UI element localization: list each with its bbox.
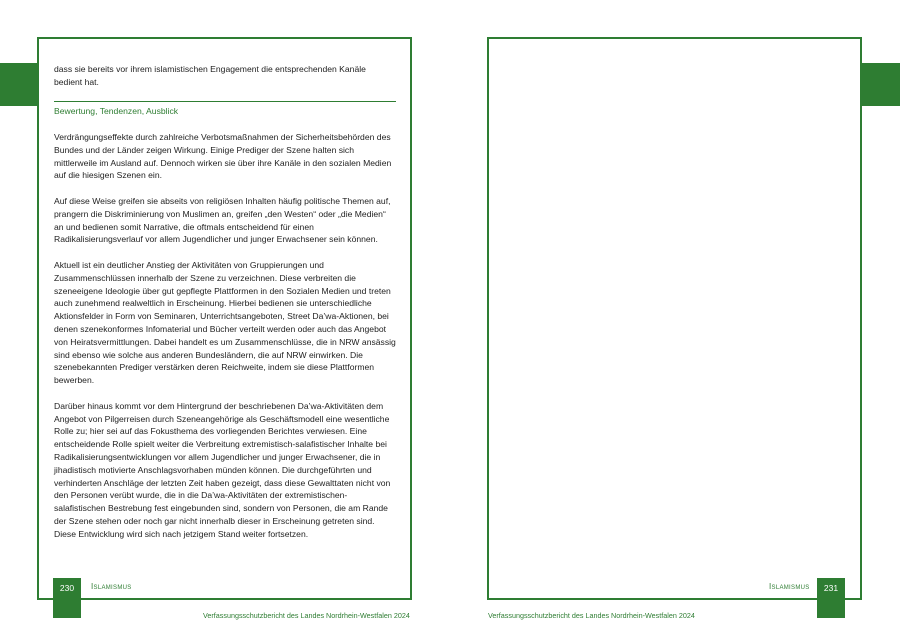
page-number-right: 231 bbox=[817, 578, 845, 618]
section-heading: Bewertung, Tendenzen, Ausblick bbox=[54, 106, 179, 117]
paragraph-4: Darüber hinaus kommt vor dem Hintergrund der beschriebenen Da’wa-Aktivitäten dem Angebot von Pilgerreisen durch Szeneangehörige als Geschäftsmodell eine wesentliche Rolle zu; hier sei auf das Fokusthema des vorliegenden Berichtes verwiesen. Eine entscheidende Rolle spielt weiter die Verbreitung extremistisch-salafistischer Inhalte bei Radikalisierungsentwicklungen vor allem Jugendlicher und junger Erwachsener, die in jihadistisch motivierte Anschlagsvorhaben münden können. Die durchgeführten und verhinderten Anschläge der letzten Zeit haben gezeigt, dass diese Gewalttaten nicht von den Personen verübt wurde, die in die Da’wa-Aktivitäten der extremistischen-salafistischen Bestrebung fest eingebunden sind, sondern von Personen, die am Rande der Szene stehen oder noch gar nicht innerhalb dieser in Erscheinung getreten sind. Diese Entwicklung wird sich nach jetzigem Stand weiter fortsetzen. bbox=[54, 400, 391, 539]
left-page-body bbox=[54, 63, 396, 553]
paragraph-intro: dass sie bereits vor ihrem islamistischen Engagement die entsprechenden Kanäle bedient hat. bbox=[54, 64, 366, 87]
right-margin-tab bbox=[862, 63, 900, 106]
footer-right: Verfassungsschutzbericht des Landes Nordrhein-Westfalen 2024 bbox=[488, 611, 695, 620]
running-head-right: Islamismus bbox=[769, 582, 810, 591]
running-head-left: Islamismus bbox=[91, 582, 132, 591]
footer-left: Verfassungsschutzbericht des Landes Nordrhein-Westfalen 2024 bbox=[203, 611, 410, 620]
right-page-frame bbox=[487, 37, 862, 600]
paragraph-1: Verdrängungseffekte durch zahlreiche Verbotsmaßnahmen der Sicherheitsbehörden des Bundes und der Länder zeigen Wirkung. Einige Prediger der Szene halten sich mittlerweile im Ausland auf. Dennoch wirken sie über ihre Kanäle in den sozialen Medien auf die hiesigen Szenen ein. bbox=[54, 131, 392, 181]
paragraph-3: Aktuell ist ein deutlicher Anstieg der Aktivitäten von Gruppierungen und Zusammenschlüssen innerhalb der Szene zu verzeichnen. Diese verbreiten die szeneeigene Ideologie über gut gepflegte Plattformen in den Sozialen Medien und treten auch zunehmend realweltlich in Erscheinung. Hierbei bedienen sie unterschiedliche Aktionsfelder in Form von Seminaren, Unterrichtsangeboten, Street Da’wa-Aktionen, bei denen szenekonformes Infomaterial und Bücher verteilt werden oder auch das Angebot von Heiratsvermittlungen. Dabei handelt es um Zusammenschlüsse, die in NRW ansässig sind ebenso wie solche aus anderen Bundesländern, die auf NRW einwirken. Die szenebekannten Prediger verstärken deren Reichweite, indem sie diese Plattformen bewerben. bbox=[54, 259, 396, 386]
left-margin-tab bbox=[0, 63, 37, 106]
page-number-left: 230 bbox=[53, 578, 81, 618]
section-divider bbox=[54, 101, 396, 102]
paragraph-2: Auf diese Weise greifen sie abseits von religiösen Inhalten häufig politische Themen auf, prangern die Diskriminierung von Muslimen an, greifen „den Westen“ oder „die Medien“ an und bedienen somit Narrative, die oftmals entscheidend für einen Radikalisierungsverlauf vor allem Jugendlicher und junger Erwachsener sein können. bbox=[54, 195, 391, 245]
